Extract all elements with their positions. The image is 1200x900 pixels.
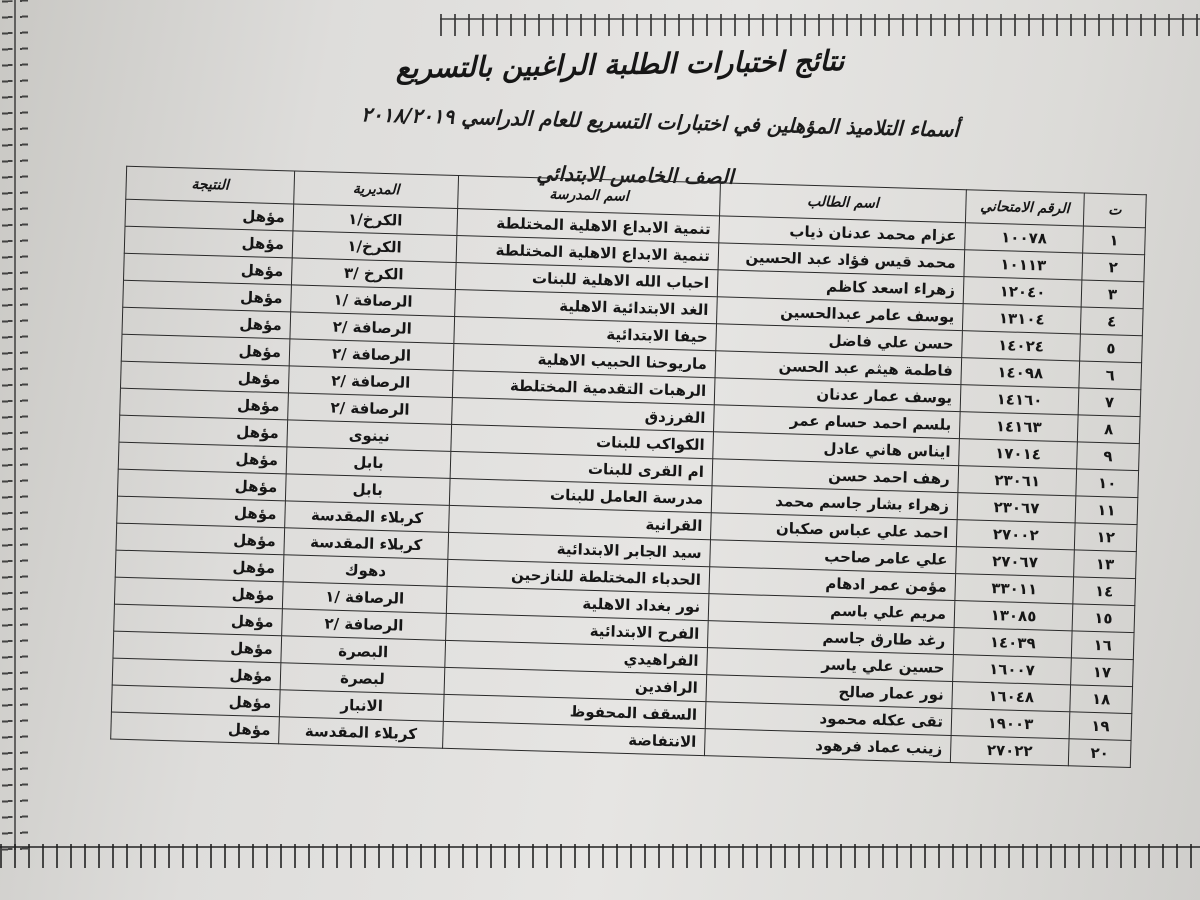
page-border-left-line [14, 0, 16, 850]
results-table [110, 166, 1147, 768]
result-cell: مؤهل [120, 388, 289, 420]
exam-number-cell: ٢٧٠٢٢ [950, 736, 1069, 766]
result-cell: مؤهل [117, 469, 286, 501]
school-name-cell: الكواكب للبنات [451, 424, 714, 458]
result-cell: مؤهل [115, 550, 284, 582]
exam-number-cell: ١٧٠١٤ [959, 439, 1078, 469]
exam-number-cell: ١٤٠٢٤ [962, 331, 1081, 361]
row-number: ٩ [1077, 442, 1140, 471]
header-student-name: اسم الطالب [720, 183, 967, 223]
school-name-cell: الفراهيدي [445, 640, 708, 674]
result-cell: مؤهل [121, 334, 290, 366]
student-name-cell: يوسف عامر عبدالحسين [717, 297, 964, 331]
student-name-cell: محمد قيس فؤاد عبد الحسين [718, 243, 965, 277]
school-name-cell: الرهبات التقدمية المختلطة [452, 370, 715, 404]
directorate-cell: نينوى [287, 420, 452, 452]
directorate-cell: كربلاء المقدسة [285, 501, 450, 533]
school-name-cell: الرافدين [444, 667, 707, 701]
row-number: ١٠ [1076, 469, 1139, 498]
row-number: ٥ [1080, 334, 1143, 363]
row-number: ٧ [1078, 388, 1141, 417]
header-school-name: اسم المدرسة [458, 176, 721, 216]
header-directorate: المديرية [294, 171, 459, 209]
exam-number-cell: ١٣١٠٤ [962, 304, 1081, 334]
directorate-cell: الرصافة /٢ [288, 393, 453, 425]
student-name-cell: علي عامر صاحب [710, 540, 957, 574]
student-name-cell: زهراء اسعد كاظم [717, 270, 964, 304]
result-cell: مؤهل [124, 253, 293, 285]
school-name-cell: مدرسة العامل للبنات [449, 478, 712, 512]
row-number: ١٤ [1073, 577, 1136, 606]
exam-number-cell: ١٠١١٣ [964, 250, 1083, 280]
exam-number-cell: ١٤١٦٣ [959, 412, 1078, 442]
directorate-cell: كربلاء المقدسة [284, 528, 449, 560]
result-cell: مؤهل [113, 631, 282, 663]
school-name-cell: ماريوحنا الحبيب الاهلية [453, 343, 716, 377]
school-name-cell: نور بغداد الاهلية [446, 586, 709, 620]
row-number: ١٣ [1074, 550, 1137, 579]
directorate-cell: دهوك [283, 555, 448, 587]
exam-number-cell: ٢٣٠٦١ [958, 466, 1077, 496]
school-name-cell: الغد الابتدائية الاهلية [455, 289, 718, 323]
row-number: ١٨ [1070, 685, 1133, 714]
exam-number-cell: ١٦٠٠٧ [953, 655, 1072, 685]
school-name-cell: سيد الجابر الابتدائية [448, 532, 711, 566]
header-number: ت [1083, 193, 1146, 228]
document-subtitle: أسماء التلاميذ المؤهلين في اختبارات التسريع للعام الدراسي ٢٠١٨/٢٠١٩ [360, 102, 960, 142]
directorate-cell: الانبار [279, 690, 444, 722]
directorate-cell: الكرخ/١ [293, 204, 458, 236]
exam-number-cell: ١٤٠٩٨ [961, 358, 1080, 388]
exam-number-cell: ١٩٠٠٣ [951, 709, 1070, 739]
row-number: ٢٠ [1068, 739, 1131, 768]
directorate-cell: الرصافة /٢ [282, 609, 447, 641]
exam-number-cell: ٢٣٠٦٧ [957, 493, 1076, 523]
result-cell: مؤهل [119, 415, 288, 447]
result-cell: مؤهل [111, 712, 280, 744]
result-cell: مؤهل [111, 685, 280, 717]
grade-heading: الصف الخامس الابتدائي [536, 161, 734, 189]
header-exam-number: الرقم الامتحاني [965, 190, 1084, 226]
directorate-cell: الكرخ/١ [292, 231, 457, 263]
school-name-cell: تنمية الابداع الاهلية المختلطة [457, 209, 720, 243]
result-cell: مؤهل [122, 307, 291, 339]
row-number: ٣ [1081, 280, 1144, 309]
table-body [111, 199, 1146, 767]
exam-number-cell: ١٣٠٨٥ [954, 601, 1073, 631]
exam-number-cell: ١٦٠٤٨ [952, 682, 1071, 712]
student-name-cell: تقى عكله محمود [705, 702, 952, 736]
exam-number-cell: ٣٣٠١١ [955, 574, 1074, 604]
student-name-cell: رغد طارق جاسم [707, 621, 954, 655]
directorate-cell: الرصافة /٢ [288, 366, 453, 398]
school-name-cell: القرانية [449, 505, 712, 539]
student-name-cell: احمد علي عباس صكبان [710, 513, 957, 547]
school-name-cell: الانتفاضة [443, 721, 706, 755]
student-name-cell: حسن علي فاضل [716, 324, 963, 358]
row-number: ١١ [1075, 496, 1138, 525]
student-name-cell: نور عمار صالح [706, 675, 953, 709]
student-name-cell: زهراء بشار جاسم محمد [711, 486, 958, 520]
result-cell: مؤهل [123, 280, 292, 312]
school-name-cell: الفرح الابتدائية [446, 613, 709, 647]
directorate-cell: الرصافة /٢ [289, 339, 454, 371]
student-name-cell: بلسم احمد حسام عمر [714, 405, 961, 439]
directorate-cell: الرصافة /١ [282, 582, 447, 614]
student-name-cell: فاطمة هيثم عبد الحسن [715, 351, 962, 385]
directorate-cell: كربلاء المقدسة [279, 717, 444, 749]
row-number: ١٧ [1071, 658, 1134, 687]
row-number: ١ [1083, 226, 1146, 255]
row-number: ١٥ [1072, 604, 1135, 633]
directorate-cell: بابل [285, 474, 450, 506]
school-name-cell: السقف المحفوظ [443, 694, 706, 728]
student-name-cell: ايناس هاني عادل [713, 432, 960, 466]
exam-number-cell: ١٠٠٧٨ [965, 223, 1084, 253]
result-cell: مؤهل [116, 523, 285, 555]
page-border-top-line [440, 18, 1200, 20]
results-table-container [110, 166, 1146, 784]
directorate-cell: الرصافة /١ [291, 285, 456, 317]
row-number: ١٩ [1069, 712, 1132, 741]
row-number: ١٦ [1071, 631, 1134, 660]
school-name-cell: الفرزدق [452, 397, 715, 431]
student-name-cell: زينب عماد فرهود [704, 729, 951, 763]
student-name-cell: حسين علي ياسر [707, 648, 954, 682]
row-number: ٨ [1077, 415, 1140, 444]
directorate-cell: لبصرة [280, 663, 445, 695]
student-name-cell: مؤمن عمر ادهام [709, 567, 956, 601]
student-name-cell: رهف احمد حسن [712, 459, 959, 493]
student-name-cell: مريم علي باسم [708, 594, 955, 628]
result-cell: مؤهل [124, 226, 293, 258]
result-cell: مؤهل [118, 442, 287, 474]
school-name-cell: احباب الله الاهلية للبنات [455, 263, 718, 297]
directorate-cell: الكرخ /٣ [291, 258, 456, 290]
directorate-cell: الرصافة /٢ [290, 312, 455, 344]
result-cell: مؤهل [117, 496, 286, 528]
exam-number-cell: ٢٧٠٦٧ [956, 547, 1075, 577]
document-title: نتائج اختبارات الطلبة الراغبين بالتسريع [395, 44, 845, 85]
row-number: ٢ [1082, 253, 1145, 282]
school-name-cell: حيفا الابتدائية [454, 316, 717, 350]
school-name-cell: تنمية الابداع الاهلية المختلطة [456, 236, 719, 270]
exam-number-cell: ٢٧٠٠٢ [956, 520, 1075, 550]
exam-number-cell: ١٤١٦٠ [960, 385, 1079, 415]
exam-number-cell: ١٢٠٤٠ [963, 277, 1082, 307]
directorate-cell: البصرة [281, 636, 446, 668]
result-cell: مؤهل [112, 658, 281, 690]
student-name-cell: يوسف عمار عدنان [714, 378, 961, 412]
row-number: ٤ [1080, 307, 1143, 336]
row-number: ١٢ [1074, 523, 1137, 552]
page-border-bottom-line [0, 846, 1200, 848]
result-cell: مؤهل [120, 361, 289, 393]
result-cell: مؤهل [125, 199, 294, 231]
result-cell: مؤهل [114, 604, 283, 636]
school-name-cell: ام القرى للبنات [450, 451, 713, 485]
result-cell: مؤهل [114, 577, 283, 609]
student-name-cell: عزام محمد عدنان ذياب [719, 216, 966, 250]
row-number: ٦ [1079, 361, 1142, 390]
header-result: النتيجة [126, 166, 295, 204]
directorate-cell: بابل [286, 447, 451, 479]
exam-number-cell: ١٤٠٣٩ [953, 628, 1072, 658]
school-name-cell: الحدباء المختلطة للنازحين [447, 559, 710, 593]
